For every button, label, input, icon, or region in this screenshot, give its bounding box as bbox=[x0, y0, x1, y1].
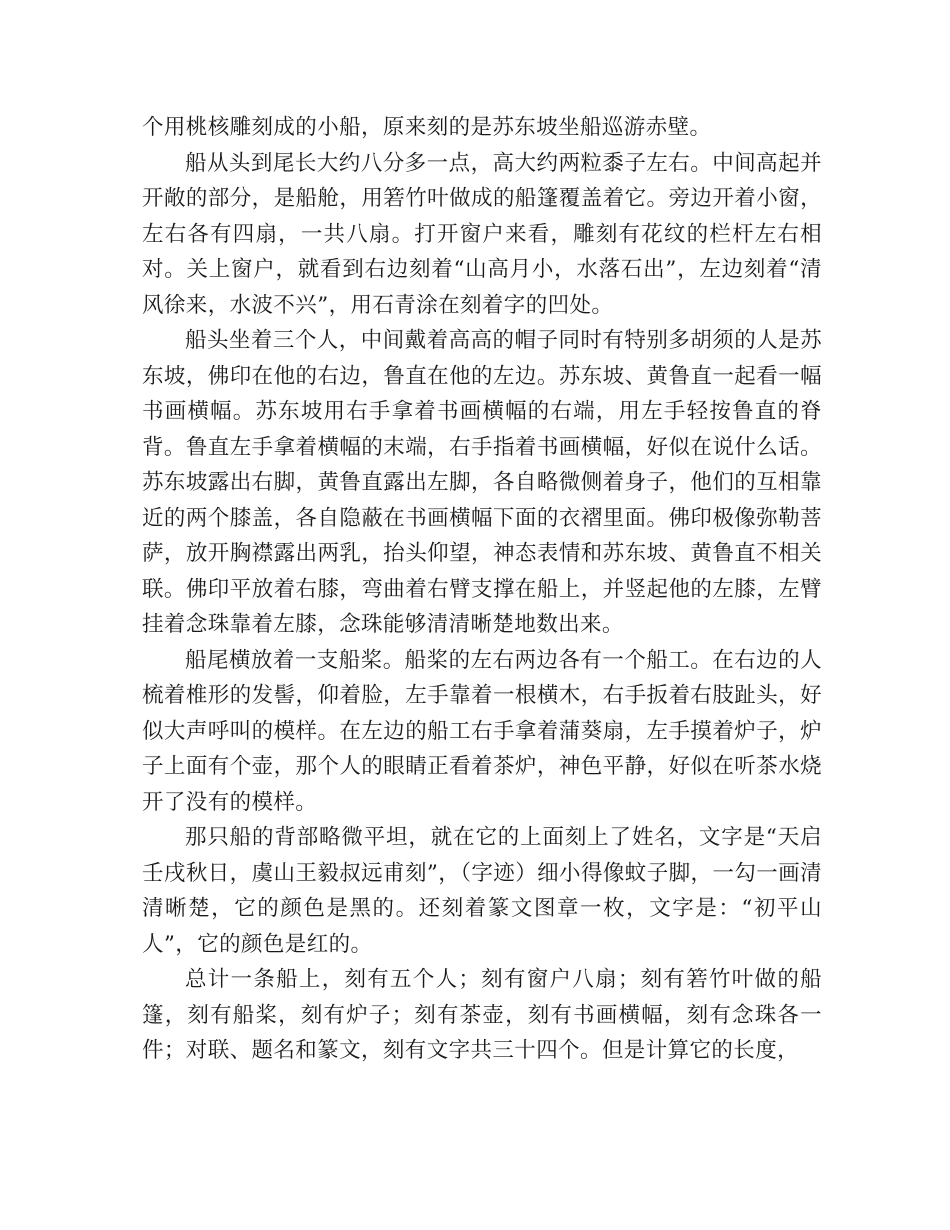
paragraph-continuation: 个用桃核雕刻成的小船，原来刻的是苏东坡坐船巡游赤壁。 bbox=[142, 115, 712, 140]
paragraph-inscription: 那只船的背部略微平坦，就在它的上面刻上了姓名，文字是“天启壬戌秋日，虞山王毅叔远甫刻”，（字迹）细小得像蚊子脚，一勾一画清清晰楚，它的颜色是黑的。还刻着篆文图章一枚，文字是：“初平山人”，它的颜色是红的。 bbox=[142, 825, 822, 957]
paragraph-boat-structure: 船从头到尾长大约八分多一点，高大约两粒黍子左右。中间高起并开敞的部分，是船舱，用箬竹叶做成的船篷覆盖着它。旁边开着小窗，左右各有四扇，一共八扇。打开窗户来看，雕刻有花纹的栏杆左右相对。关上窗户，就看到右边刻着“山高月小，水落石出”，左边刻着“清风徐来，水波不兴”，用石青涂在刻着字的凹处。 bbox=[142, 150, 822, 318]
body-text bbox=[142, 110, 822, 1069]
paragraph-bow-figures: 船头坐着三个人，中间戴着高高的帽子同时有特别多胡须的人是苏东坡，佛印在他的右边，鲁直在他的左边。苏东坡、黄鲁直一起看一幅书画横幅。苏东坡用右手拿着书画横幅的右端，用左手轻按鲁直的脊背。鲁直左手拿着横幅的末端，右手指着书画横幅，好似在说什么话。苏东坡露出右脚，黄鲁直露出左脚，各自略微侧着身子，他们的互相靠近的两个膝盖，各自隐蔽在书画横幅下面的衣褶里面。佛印极像弥勒菩萨，放开胸襟露出两乳，抬头仰望，神态表情和苏东坡、黄鲁直不相关联。佛印平放着右膝，弯曲着右臂支撑在船上，并竖起他的左膝，左臂挂着念珠靠着左膝，念珠能够清清晰楚地数出来。 bbox=[142, 328, 822, 637]
paragraph-stern-boatmen: 船尾横放着一支船桨。船桨的左右两边各有一个船工。在右边的人梳着椎形的发髻，仰着脸，左手靠着一根横木，右手扳着右肢趾头，好似大声呼叫的模样。在左边的船工右手拿着蒲葵扇，左手摸着炉子，炉子上面有个壶，那个人的眼睛正看着茶炉，神色平静，好似在听茶水烧开了没有的模样。 bbox=[142, 647, 822, 815]
paragraph-summary: 总计一条船上，刻有五个人；刻有窗户八扇；刻有箬竹叶做的船篷，刻有船桨，刻有炉子；刻有茶壶，刻有书画横幅，刻有念珠各一件；对联、题名和篆文，刻有文字共三十四个。但是计算它的长度， bbox=[142, 967, 822, 1063]
